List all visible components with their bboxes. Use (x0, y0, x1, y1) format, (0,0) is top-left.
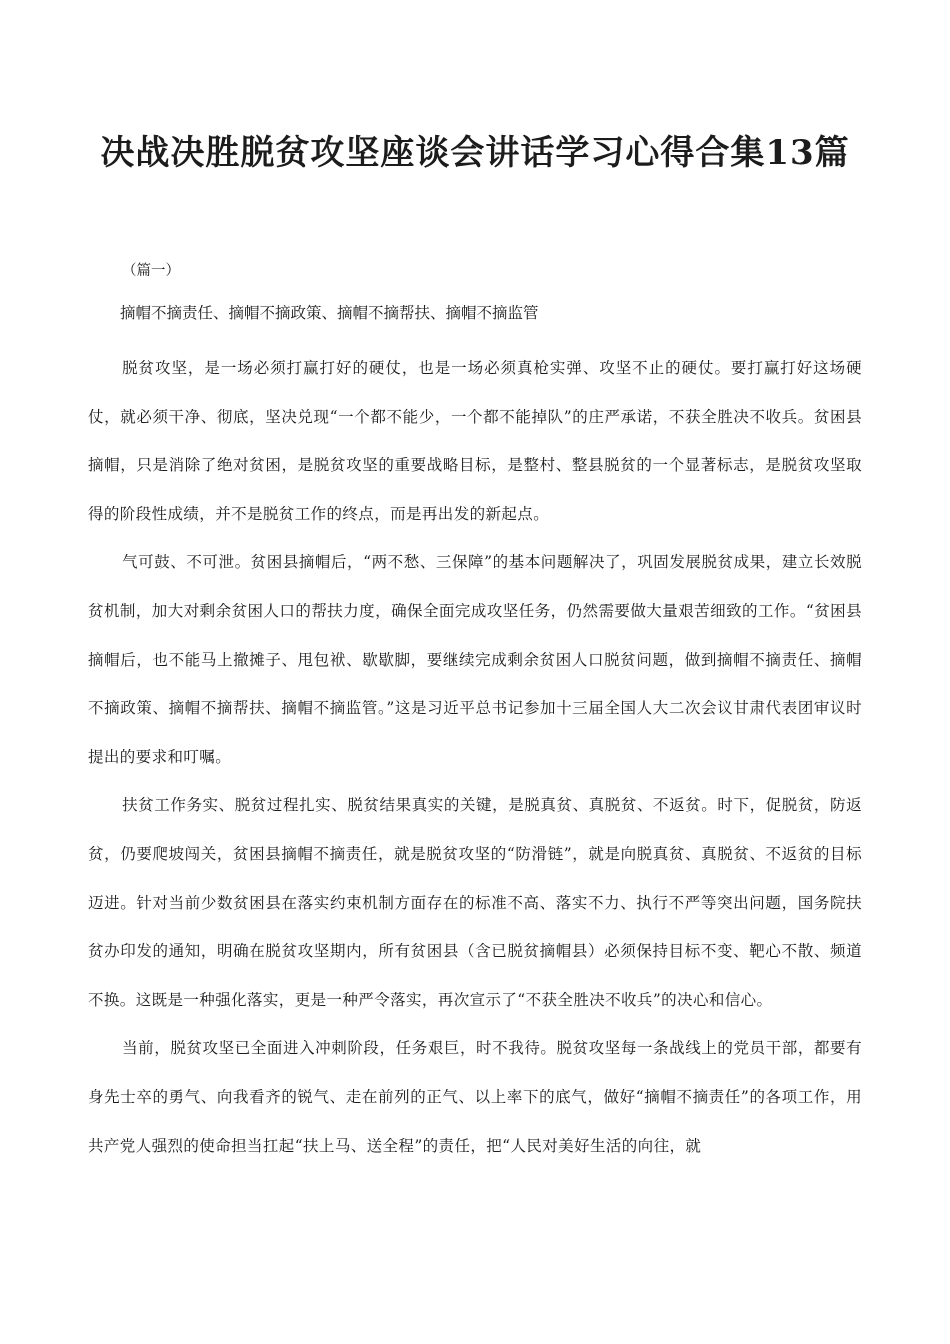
section-label: （篇一） (122, 263, 180, 279)
paragraph: 气可鼓、不可泄。贫困县摘帽后，“两不愁、三保障”的基本问题解决了，巩固发展脱贫成果，建立长效脱贫机制，加大对剩余贫困人口的帮扶力度，确保全面完成攻坚任务，仍然需要做大量艰苦细致的工作。“贫困县摘帽后，也不能马上撤摊子、甩包袱、歇歇脚，要继续完成剩余贫困人口脱贫问题，做到摘帽不摘责任、摘帽不摘政策、摘帽不摘帮扶、摘帽不摘监管。”这是习近平总书记参加十三届全国人大二次会议甘肃代表团审议时提出的要求和叮嘱。 (88, 553, 862, 766)
section-subheading: 摘帽不摘责任、摘帽不摘政策、摘帽不摘帮扶、摘帽不摘监管 (120, 304, 539, 322)
body-text (88, 344, 862, 1170)
paragraph: 扶贫工作务实、脱贫过程扎实、脱贫结果真实的关键，是脱真贫、真脱贫、不返贫。时下，促脱贫，防返贫，仍要爬坡闯关，贫困县摘帽不摘责任，就是脱贫攻坚的“防滑链”，就是向脱真贫、真脱贫、不返贫的目标迈进。针对当前少数贫困县在落实约束机制方面存在的标准不高、落实不力、执行不严等突出问题，国务院扶贫办印发的通知，明确在脱贫攻坚期内，所有贫困县（含已脱贫摘帽县）必须保持目标不变、靶心不散、频道不换。这既是一种强化落实，更是一种严令落实，再次宣示了“不获全胜决不收兵”的决心和信心。 (88, 796, 862, 1009)
paragraph: 脱贫攻坚，是一场必须打赢打好的硬仗，也是一场必须真枪实弹、攻坚不止的硬仗。要打赢打好这场硬仗，就必须干净、彻底，坚决兑现“一个都不能少，一个都不能掉队”的庄严承诺，不获全胜决不收兵。贫困县摘帽，只是消除了绝对贫困，是脱贫攻坚的重要战略目标，是整村、整县脱贫的一个显著标志，是脱贫攻坚取得的阶段性成绩，并不是脱贫工作的终点，而是再出发的新起点。 (88, 359, 862, 523)
document-title: 决战决胜脱贫攻坚座谈会讲话学习心得合集13篇 (100, 133, 850, 173)
paragraph: 当前，脱贫攻坚已全面进入冲刺阶段，任务艰巨，时不我待。脱贫攻坚每一条战线上的党员干部，都要有身先士卒的勇气、向我看齐的锐气、走在前列的正气、以上率下的底气，做好“摘帽不摘责任”的各项工作，用共产党人强烈的使命担当扛起“扶上马、送全程”的责任，把“人民对美好生活的向往，就 (88, 1039, 862, 1155)
